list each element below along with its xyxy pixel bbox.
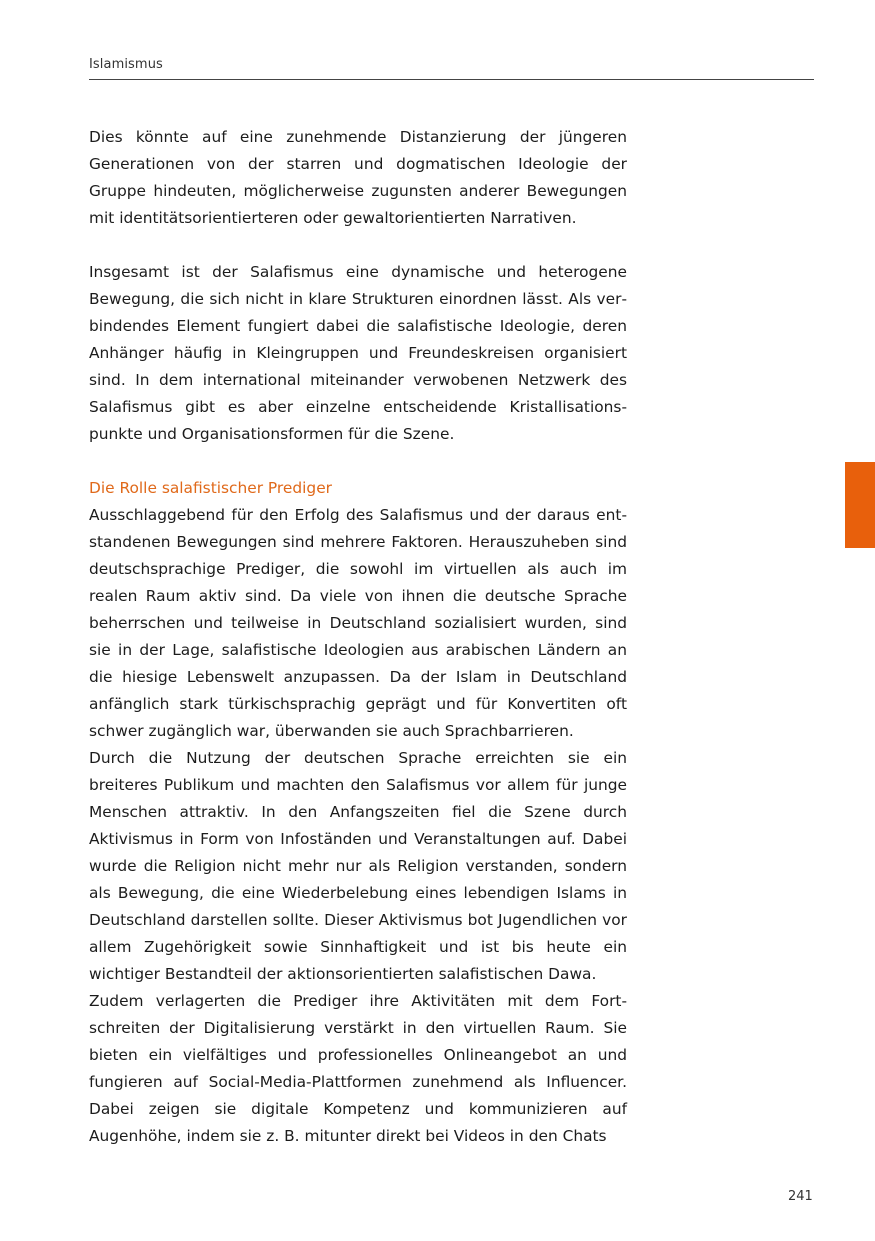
paragraph-insgesamt: Insgesamt ist der Salafismus eine dynamische und heterogene Bewegung, die sich nicht in klare Strukturen einordnen lässt. Als verbindendes Element fungiert dabei die salafistische Ideologie, deren Anhänger häufig in Kleingruppen und Freundeskreisen organisiert sind. In dem international miteinander verwobenen Netzwerk des Salafismus gibt es aber einzelne entscheidende Kristallisationspunkte und Organisationsformen für die Szene. [89,263,627,443]
paragraph-deutsche-sprache: Durch die Nutzung der deutschen Sprache erreichten sie ein breiteres Publikum und machten den Salafismus vor allem für junge Menschen attraktiv. In den Anfangszeiten fiel die Szene durch Aktivismus in Form von Infoständen und Veranstaltungen auf. Dabei wurde die Religion nicht mehr nur als Religion verstanden, sondern als Bewegung, die eine Wiederbelebung eines lebendigen Islams in Deutschland darstellen sollte. Dieser Aktivismus bot Jugendlichen vor allem Zugehörigkeit sowie Sinnhaftigkeit und ist bis heute ein wichtiger Bestandteil der aktionsorientierten salafistischen Dawa. [89,749,627,983]
paragraph-distanzierung: Dies könnte auf eine zunehmende Distanzierung der jüngeren Generationen von der starren und dogmatischen Ideologie der Gruppe hindeuten, möglicherweise zugunsten anderer Bewegungen mit identitätsorientierteren oder gewaltorientierten Narrativen. [89,128,627,227]
chapter-thumb-tab [845,462,875,548]
running-head: Islamismus [89,57,163,72]
section-heading: Die Rolle salafistischer Prediger [89,479,333,497]
body-text [89,124,627,1150]
paragraph-ausschlaggebend: Ausschlaggebend für den Erfolg des Salafismus und der daraus entstandenen Bewegungen sind mehrere Faktoren. Herauszuheben sind deutschsprachige Prediger, die sowohl im virtuellen als auch im realen Raum aktiv sind. Da viele von ihnen die deutsche Sprache beherrschen und teilweise in Deutschland sozialisiert wurden, sind sie in der Lage, salafistische Ideologien aus arabischen Ländern an die hiesige Lebenswelt anzupassen. Da der Islam in Deutschland anfänglich stark türkischsprachig geprägt und für Konvertiten oft schwer zugänglich war, überwanden sie auch Sprachbarrieren. [89,506,627,740]
page-number: 241 [788,1189,813,1204]
paragraph-digitalisierung: Zudem verlagerten die Prediger ihre Aktivitäten mit dem Fortschreiten der Digitalisierung verstärkt in den virtuellen Raum. Sie bieten ein vielfältiges und professionelles Onlineangebot an und fungieren auf Social-Media-Plattformen zunehmend als Influencer. Dabei zeigen sie digitale Kompetenz und kommunizieren auf Augenhöhe, indem sie z. B. mitunter direkt bei Videos in den Chats [89,992,627,1145]
header-rule [89,79,814,80]
